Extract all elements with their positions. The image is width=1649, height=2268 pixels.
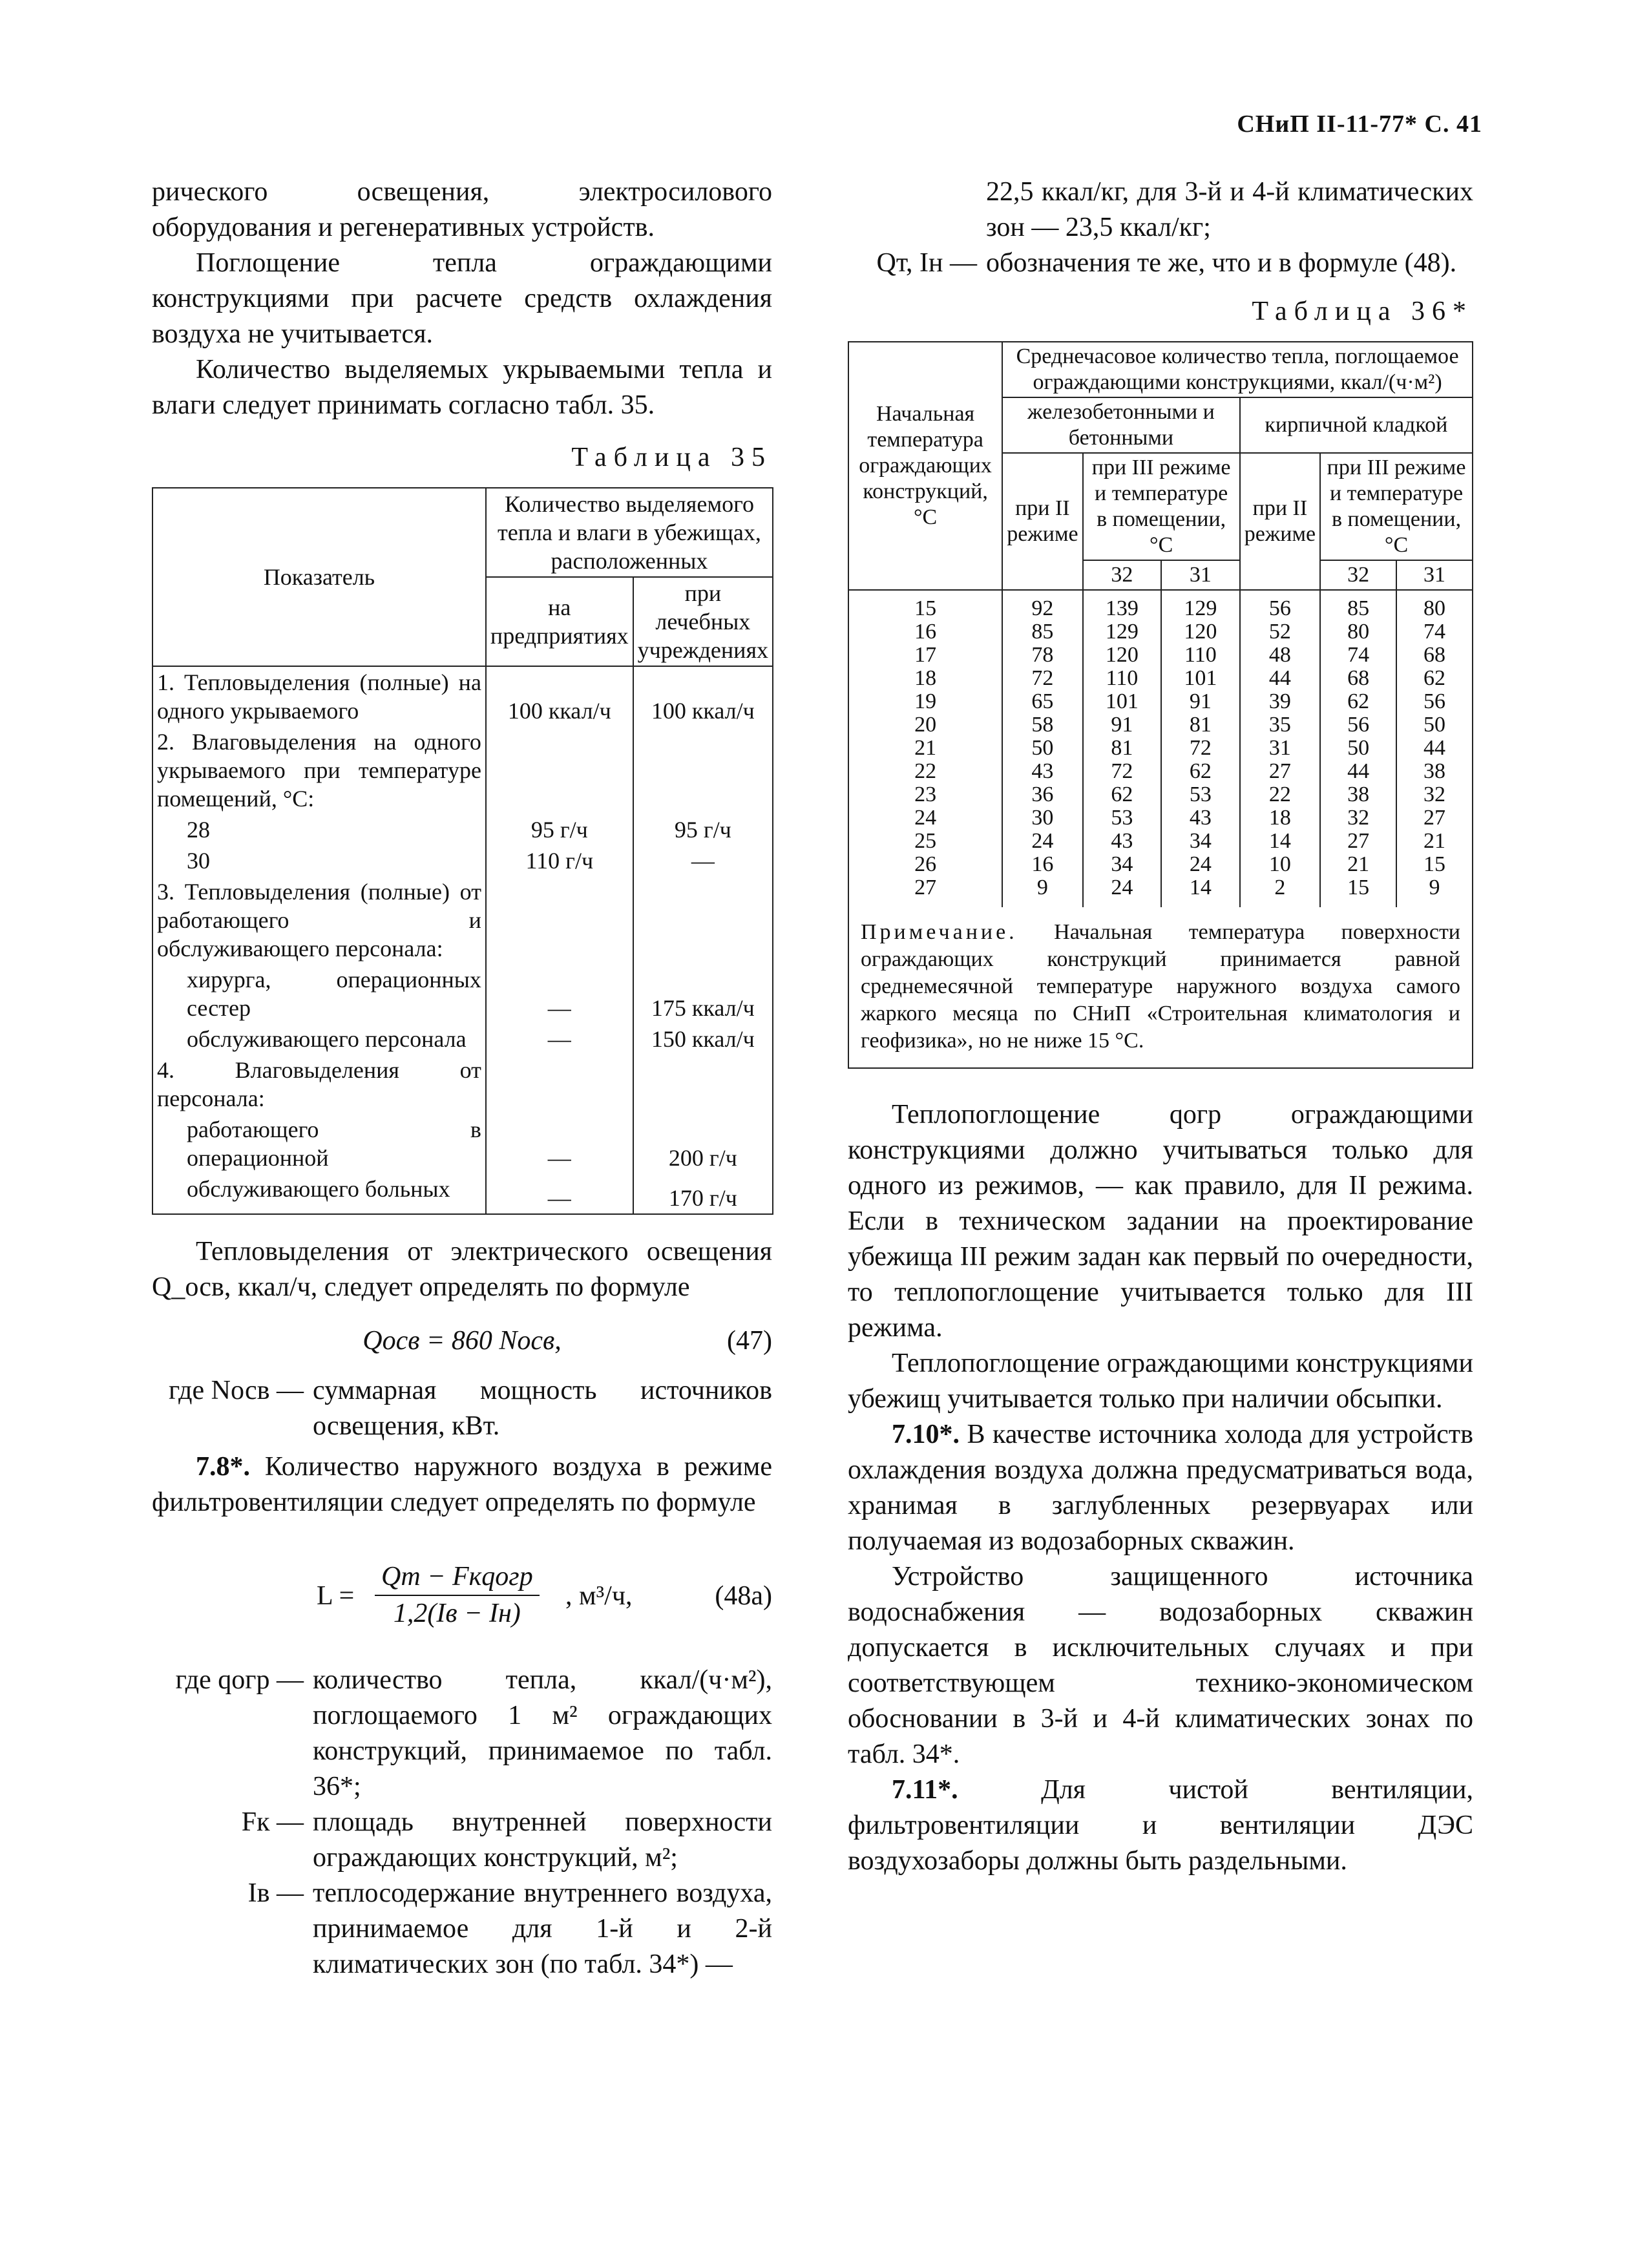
definition-list xyxy=(848,174,1473,281)
table-cell: 52 xyxy=(1240,620,1320,644)
formula-lhs: L = xyxy=(317,1581,355,1611)
formula-denominator: 1,2(Iв − Iн) xyxy=(393,1599,521,1628)
table-header-indicator: Показатель xyxy=(152,488,486,666)
row-label: работающего в операционной xyxy=(152,1114,486,1173)
table-row xyxy=(152,1173,773,1214)
value-medical: 100 ккал/ч xyxy=(633,666,773,726)
clause-text: В качестве источника холода для устройств охлаждения воздуха должна предусматриваться вода, хранимая в заглубленных резервуарах или получаемая из водозаборных скважин. xyxy=(848,1420,1473,1556)
table-header-group: Количество выделяемого тепла и влаги в убежищах, расположенных xyxy=(486,488,773,577)
row-temperature: 20 xyxy=(848,713,1002,737)
table-cell: 53 xyxy=(1161,783,1240,806)
table-cell: 101 xyxy=(1083,690,1162,713)
table-cell: 85 xyxy=(1320,590,1396,620)
row-temperature: 24 xyxy=(848,806,1002,830)
definition-term: где Nосв — xyxy=(169,1376,304,1405)
paragraph: Теплопоглощение qогр ограждающими конструкциями должно учитываться только для одного из режимов, — как правило, для II режима. Если в техническом задании на проектирование убежища III режим задан как первый по очередности, то теплопоглощение учитывается только для III режима. xyxy=(848,1100,1473,1343)
table-header-mode2: при II режиме xyxy=(1002,453,1082,590)
table-cell: 101 xyxy=(1161,667,1240,690)
value-enterprise: — xyxy=(486,1024,633,1055)
paragraph: Теплопоглощение ограждающими конструкциями убежищ учитывается только при наличии обсыпки. xyxy=(848,1349,1473,1414)
table-cell: 9 xyxy=(1002,876,1082,907)
table-row xyxy=(152,964,773,1024)
table-cell: 91 xyxy=(1161,690,1240,713)
table-header-mode3: при III режиме и температуре в помещении, °С xyxy=(1083,453,1240,560)
value-medical: 95 г/ч xyxy=(633,814,773,845)
table-row xyxy=(152,666,773,726)
table-header-concrete: железобетонными и бетонными xyxy=(1002,397,1240,453)
table-cell: 129 xyxy=(1161,590,1240,620)
table-header-t32: 32 xyxy=(1320,560,1396,590)
clause-number: 7.8*. xyxy=(196,1452,250,1482)
value-medical: 175 ккал/ч xyxy=(633,964,773,1024)
table-cell: 81 xyxy=(1083,737,1162,760)
table-cell: 72 xyxy=(1083,760,1162,783)
value-enterprise: — xyxy=(486,964,633,1024)
table-36-body xyxy=(848,590,1473,907)
table-cell: 50 xyxy=(1320,737,1396,760)
table-cell: 62 xyxy=(1161,760,1240,783)
table-35-caption: Таблица 35 xyxy=(571,443,772,472)
row-label: 28 xyxy=(152,814,486,845)
row-temperature: 21 xyxy=(848,737,1002,760)
table-cell: 58 xyxy=(1002,713,1082,737)
value-medical xyxy=(633,876,773,964)
table-row xyxy=(848,760,1473,783)
table-36 xyxy=(848,341,1473,907)
paragraph: Тепловыделения от электрического освещения Q_осв, ккал/ч, следует определять по формуле xyxy=(152,1237,772,1302)
row-temperature: 23 xyxy=(848,783,1002,806)
table-header-start-temp: Начальная температура ограждающих конструкций, °С xyxy=(848,342,1002,590)
table-cell: 139 xyxy=(1083,590,1162,620)
table-cell: 38 xyxy=(1320,783,1396,806)
table-cell: 72 xyxy=(1002,667,1082,690)
table-cell: 56 xyxy=(1396,690,1473,713)
note-text: Начальная температура поверхности ограждающих конструкций принимается равной среднемесячной температуре наружного воздуха самого жаркого месяца по СНиП «Строительная климатология и геофизика», но не ниже 15 °С. xyxy=(861,920,1460,1053)
table-cell: 50 xyxy=(1396,713,1473,737)
table-cell: 129 xyxy=(1083,620,1162,644)
row-label: 3. Тепловыделения (полные) от работающего и обслуживающего персонала: xyxy=(152,876,486,964)
table-cell: 34 xyxy=(1083,853,1162,876)
formula-47 xyxy=(152,1323,772,1359)
definition-term xyxy=(848,174,986,246)
value-enterprise xyxy=(486,1055,633,1114)
table-cell: 92 xyxy=(1002,590,1082,620)
table-cell: 62 xyxy=(1396,667,1473,690)
table-cell: 80 xyxy=(1320,620,1396,644)
table-cell: 36 xyxy=(1002,783,1082,806)
value-medical xyxy=(633,1055,773,1114)
table-cell: 72 xyxy=(1161,737,1240,760)
table-35-body xyxy=(152,666,773,1214)
table-cell: 85 xyxy=(1002,620,1082,644)
table-row xyxy=(152,845,773,876)
table-cell: 78 xyxy=(1002,644,1082,667)
table-header-medical: при лечебных учреждениях xyxy=(633,577,773,666)
table-cell: 32 xyxy=(1396,783,1473,806)
row-temperature: 22 xyxy=(848,760,1002,783)
formula-48a xyxy=(152,1559,772,1630)
table-header-enterprise: на предприятиях xyxy=(486,577,633,666)
table-header-mode2: при II режиме xyxy=(1240,453,1320,590)
definition-row xyxy=(152,1663,772,1805)
table-36-note xyxy=(848,907,1473,1069)
table-cell: 120 xyxy=(1083,644,1162,667)
table-cell: 120 xyxy=(1161,620,1240,644)
value-enterprise: 95 г/ч xyxy=(486,814,633,845)
table-cell: 91 xyxy=(1083,713,1162,737)
definition-body: количество тепла, ккал/(ч·м²), поглощаемого 1 м² ограждающих конструкций, принимаемое по табл. 36*; xyxy=(313,1665,772,1801)
row-temperature: 19 xyxy=(848,690,1002,713)
table-cell: 62 xyxy=(1320,690,1396,713)
paragraph: Устройство защищенного источника водоснабжения — водозаборных скважин допускается в исключительных случаях и при соответствующем технико-экономическом обосновании в 3-й и 4-й климатических зонах по табл. 34*. xyxy=(848,1562,1473,1769)
table-cell: 53 xyxy=(1083,806,1162,830)
table-cell: 18 xyxy=(1240,806,1320,830)
table-header-brick: кирпичной кладкой xyxy=(1240,397,1473,453)
table-cell: 38 xyxy=(1396,760,1473,783)
table-cell: 80 xyxy=(1396,590,1473,620)
definition-list xyxy=(152,1663,772,1982)
table-row xyxy=(152,814,773,845)
definition-body: теплосодержание внутреннего воздуха, принимаемое для 1-й и 2-й климатических зон (по табл. 34*) — xyxy=(313,1878,772,1979)
definition-body: площадь внутренней поверхности ограждающих конструкций, м²; xyxy=(313,1807,772,1873)
row-temperature: 15 xyxy=(848,590,1002,620)
value-medical: 150 ккал/ч xyxy=(633,1024,773,1055)
table-cell: 31 xyxy=(1240,737,1320,760)
value-enterprise xyxy=(486,876,633,964)
value-medical xyxy=(633,726,773,814)
row-label: 2. Влаговыделения на одного укрываемого при температуре помещений, °С: xyxy=(152,726,486,814)
paragraph: рического освещения, электросилового оборудования и регенеративных устройств. xyxy=(152,177,772,242)
table-cell: 39 xyxy=(1240,690,1320,713)
table-header-mode3: при III режиме и температуре в помещении, °С xyxy=(1320,453,1473,560)
table-cell: 14 xyxy=(1240,830,1320,853)
table-cell: 24 xyxy=(1002,830,1082,853)
table-row xyxy=(848,713,1473,737)
table-36-caption: Таблица 36* xyxy=(1252,297,1473,326)
table-cell: 56 xyxy=(1240,590,1320,620)
table-cell: 43 xyxy=(1161,806,1240,830)
paragraph xyxy=(152,1449,772,1520)
clause-text: Для чистой вентиляции, фильтровентиляции и вентиляции ДЭС воздухозаборы должны быть раздельными. xyxy=(848,1775,1473,1876)
table-cell: 68 xyxy=(1320,667,1396,690)
value-enterprise: 100 ккал/ч xyxy=(486,666,633,726)
table-row xyxy=(848,667,1473,690)
table-row xyxy=(848,853,1473,876)
definition-row xyxy=(848,174,1473,246)
table-row xyxy=(848,876,1473,907)
formula-text: Qосв = 860 Nосв, xyxy=(362,1326,562,1356)
row-temperature: 27 xyxy=(848,876,1002,907)
row-temperature: 17 xyxy=(848,644,1002,667)
table-row xyxy=(152,1114,773,1173)
value-enterprise xyxy=(486,726,633,814)
left-column xyxy=(152,174,772,1982)
row-label: обслуживающего больных xyxy=(152,1173,486,1214)
table-cell: 44 xyxy=(1396,737,1473,760)
table-cell: 48 xyxy=(1240,644,1320,667)
definition-row xyxy=(152,1805,772,1876)
table-cell: 56 xyxy=(1320,713,1396,737)
definition-term: Fк — xyxy=(241,1807,304,1837)
table-header-t32: 32 xyxy=(1083,560,1162,590)
table-row xyxy=(848,690,1473,713)
definition-body: суммарная мощность источников освещения, кВт. xyxy=(313,1376,772,1441)
table-cell: 110 xyxy=(1161,644,1240,667)
table-cell: 9 xyxy=(1396,876,1473,907)
table-cell: 2 xyxy=(1240,876,1320,907)
row-label: хирурга, операционных сестер xyxy=(152,964,486,1024)
row-temperature: 16 xyxy=(848,620,1002,644)
definition-row xyxy=(152,1373,772,1444)
definition-term: Qт, Iн — xyxy=(876,248,977,278)
table-row xyxy=(848,590,1473,620)
table-row xyxy=(848,783,1473,806)
row-label: 4. Влаговыделения от персонала: xyxy=(152,1055,486,1114)
table-cell: 21 xyxy=(1320,853,1396,876)
table-row xyxy=(848,806,1473,830)
table-header-t31: 31 xyxy=(1396,560,1473,590)
table-cell: 43 xyxy=(1002,760,1082,783)
row-temperature: 26 xyxy=(848,853,1002,876)
table-row xyxy=(152,876,773,964)
row-temperature: 18 xyxy=(848,667,1002,690)
definition-body: 22,5 ккал/кг, для 3-й и 4-й климатических зон — 23,5 ккал/кг; xyxy=(986,177,1473,242)
table-cell: 44 xyxy=(1320,760,1396,783)
formula-number: (48а) xyxy=(715,1581,772,1611)
paragraph xyxy=(848,1417,1473,1559)
table-35 xyxy=(152,487,773,1215)
table-cell: 43 xyxy=(1083,830,1162,853)
table-cell: 21 xyxy=(1396,830,1473,853)
formula-unit: , м³/ч, xyxy=(565,1581,633,1611)
table-cell: 68 xyxy=(1396,644,1473,667)
page-header: СНиП II-11-77* С. 41 xyxy=(1237,110,1482,138)
row-label: 30 xyxy=(152,845,486,876)
table-row xyxy=(848,737,1473,760)
table-cell: 50 xyxy=(1002,737,1082,760)
formula-number: (47) xyxy=(727,1326,772,1356)
row-temperature: 25 xyxy=(848,830,1002,853)
table-cell: 24 xyxy=(1083,876,1162,907)
definition-row xyxy=(152,1876,772,1982)
value-enterprise: — xyxy=(486,1173,633,1214)
table-cell: 27 xyxy=(1396,806,1473,830)
table-cell: 22 xyxy=(1240,783,1320,806)
table-cell: 14 xyxy=(1161,876,1240,907)
value-medical: 200 г/ч xyxy=(633,1114,773,1173)
paragraph: Поглощение тепла ограждающими конструкциями при расчете средств охлаждения воздуха не учитывается. xyxy=(152,248,772,349)
formula-numerator: Qт − Fкqогр xyxy=(375,1559,540,1596)
table-row xyxy=(848,644,1473,667)
table-row xyxy=(848,620,1473,644)
table-cell: 15 xyxy=(1396,853,1473,876)
formula-fraction xyxy=(375,1559,540,1632)
note-label: Примечание. xyxy=(861,920,1018,944)
table-row xyxy=(152,1024,773,1055)
table-cell: 35 xyxy=(1240,713,1320,737)
definition-row xyxy=(848,246,1473,281)
table-row xyxy=(848,830,1473,853)
table-row xyxy=(152,726,773,814)
definition-term: Iв — xyxy=(247,1878,304,1908)
table-cell: 81 xyxy=(1161,713,1240,737)
table-cell: 16 xyxy=(1002,853,1082,876)
definition-body: обозначения те же, что и в формуле (48). xyxy=(986,248,1457,278)
table-cell: 44 xyxy=(1240,667,1320,690)
table-cell: 30 xyxy=(1002,806,1082,830)
table-cell: 74 xyxy=(1396,620,1473,644)
clause-number: 7.11*. xyxy=(892,1775,958,1805)
right-column xyxy=(848,174,1473,1879)
clause-number: 7.10*. xyxy=(892,1420,960,1449)
row-label: обслуживающего персонала xyxy=(152,1024,486,1055)
table-cell: 15 xyxy=(1320,876,1396,907)
table-cell: 10 xyxy=(1240,853,1320,876)
paragraph xyxy=(848,1772,1473,1879)
table-header-group: Среднечасовое количество тепла, поглощаемое ограждающими конструкциями, ккал/(ч·м²) xyxy=(1002,342,1473,397)
table-row xyxy=(152,1055,773,1114)
value-medical: — xyxy=(633,845,773,876)
table-cell: 34 xyxy=(1161,830,1240,853)
table-cell: 74 xyxy=(1320,644,1396,667)
table-cell: 110 xyxy=(1083,667,1162,690)
row-label: 1. Тепловыделения (полные) на одного укрываемого xyxy=(152,666,486,726)
table-header-t31: 31 xyxy=(1161,560,1240,590)
table-cell: 27 xyxy=(1240,760,1320,783)
clause-text: Количество наружного воздуха в режиме фильтровентиляции следует определять по формуле xyxy=(152,1452,772,1517)
value-enterprise: 110 г/ч xyxy=(486,845,633,876)
paragraph: Количество выделяемых укрываемыми тепла и влаги следует принимать согласно табл. 35. xyxy=(152,355,772,420)
table-cell: 62 xyxy=(1083,783,1162,806)
definition-term: где qогр — xyxy=(175,1665,304,1695)
value-medical: 170 г/ч xyxy=(633,1173,773,1214)
table-cell: 24 xyxy=(1161,853,1240,876)
table-cell: 32 xyxy=(1320,806,1396,830)
table-cell: 65 xyxy=(1002,690,1082,713)
table-cell: 27 xyxy=(1320,830,1396,853)
value-enterprise: — xyxy=(486,1114,633,1173)
